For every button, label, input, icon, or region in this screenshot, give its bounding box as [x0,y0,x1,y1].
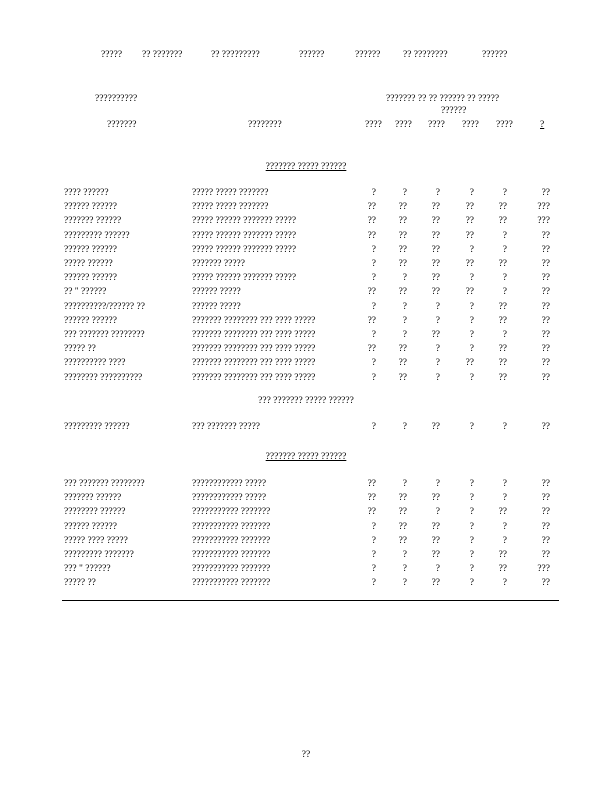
row-value-1: ? [371,358,376,369]
row-name: ????? ?? [64,578,96,589]
row-value-6: ?? [541,344,550,355]
row-name: ?????? ?????? [64,521,117,532]
table-row [0,358,612,370]
row-name: ??? ??????? ???????? [64,479,145,489]
row-value-6: ?? [541,244,550,255]
row-name: ???? ?????? [64,188,109,198]
row-description: ??? ??????? ????? [192,422,260,432]
row-value-4: ? [469,507,474,518]
row-value-4: ?? [465,358,474,369]
row-description: ????? ?????? ??????? ????? [192,216,297,227]
row-value-2: ?? [398,493,407,504]
row-value-3: ?? [431,244,440,255]
row-value-6: ?? [541,493,550,504]
row-value-5: ? [502,273,507,284]
row-value-2: ?? [398,202,407,213]
row-description: ????? ????? ??????? [192,188,269,198]
header-item-5: ?????? [355,50,381,60]
row-value-3: ? [435,315,440,326]
table-row [0,344,612,356]
row-value-4: ? [469,372,474,383]
row-name: ??????????/?????? ?? [64,301,145,312]
page-number: ?? [301,750,311,760]
row-value-5: ? [502,244,507,255]
row-value-4: ?? [465,287,474,298]
row-value-4: ? [469,301,474,312]
row-value-1: ? [371,422,376,432]
row-value-1: ? [371,188,376,198]
row-value-2: ? [402,188,407,198]
row-value-5: ?? [498,202,507,213]
row-name: ???????? ?????????? [64,372,143,383]
row-value-6: ?? [541,550,550,560]
table-row [0,479,612,491]
row-name: ?????????? ???? [64,358,126,369]
row-value-5: ? [502,287,507,298]
row-name: ????? ?????? [64,259,113,269]
row-name: ????????? ?????? [64,230,130,241]
section-title: ??????? ????? ?????? [265,162,347,172]
row-description: ??????????? ??????? [192,564,271,575]
row-name: ??? ??????? ???????? [64,330,145,340]
row-value-1: ? [371,330,376,340]
row-description: ??????????? ??????? [192,507,271,518]
row-value-6: ?? [541,287,550,298]
row-value-5: ?? [498,216,507,227]
row-name: ????????? ??????? [64,550,134,560]
row-value-5: ?? [498,315,507,326]
row-value-2: ? [402,422,407,432]
row-value-6: ?? [541,330,550,340]
row-value-6: ?? [541,535,550,546]
row-value-6: ?? [541,479,550,489]
row-value-5: ?? [498,564,507,575]
row-value-5: ? [502,535,507,546]
row-value-1: ? [371,244,376,255]
row-value-3: ? [435,479,440,489]
row-value-6: ?? [541,372,550,383]
row-value-1: ?? [367,479,376,489]
row-name: ????? ???? ????? [64,535,128,546]
row-value-5: ? [502,493,507,504]
table-row [0,273,612,285]
col-header-c3: ???? [428,120,445,130]
row-value-3: ? [435,564,440,575]
row-value-3: ?? [431,259,440,269]
row-value-2: ?? [398,244,407,255]
table-row [0,536,612,548]
row-value-4: ? [469,578,474,589]
table-row [0,422,612,434]
col-header-c6: ? [540,120,545,130]
row-value-3: ?? [431,287,440,298]
row-value-1: ?? [367,287,376,298]
row-value-6: ?? [541,507,550,518]
row-value-3: ?? [431,273,440,284]
row-value-2: ?? [398,521,407,532]
row-value-5: ?? [498,550,507,560]
row-value-3: ?? [431,521,440,532]
row-value-5: ?? [498,259,507,269]
row-value-2: ? [402,301,407,312]
row-value-4: ? [469,273,474,284]
row-value-1: ? [371,259,376,269]
row-value-3: ? [435,372,440,383]
row-name: ?????? ?????? [64,273,117,284]
row-value-2: ? [402,479,407,489]
row-value-5: ?? [498,372,507,383]
row-description: ????? ????? ??????? [192,202,269,213]
row-value-2: ? [402,273,407,284]
row-value-4: ? [469,315,474,326]
row-value-6: ?? [541,422,550,432]
table-row [0,188,612,200]
row-value-6: ?? [541,578,550,589]
row-description: ??????? ???????? ??? ???? ????? [192,358,316,369]
table-row [0,550,612,562]
row-name: ??????? ?????? [64,493,122,504]
row-value-2: ? [402,330,407,340]
row-value-4: ? [469,422,474,432]
table-row [0,522,612,534]
row-value-1: ?? [367,315,376,326]
row-description: ??????? ???????? ??? ???? ????? [192,330,316,340]
row-value-1: ?? [367,507,376,518]
row-description: ??????? ???????? ??? ???? ????? [192,372,316,383]
row-description: ???????????? ????? [192,493,267,504]
row-value-3: ?? [431,202,440,213]
row-value-4: ?? [465,230,474,241]
col-header-name: ??????? [107,120,137,130]
row-value-1: ?? [367,202,376,213]
table-row [0,245,612,257]
row-value-5: ? [502,230,507,241]
row-value-3: ? [435,358,440,369]
row-value-5: ? [502,578,507,589]
row-value-6: ?? [541,230,550,241]
row-value-3: ?? [431,493,440,504]
row-value-1: ?? [367,216,376,227]
row-value-4: ? [469,244,474,255]
row-value-3: ?? [431,578,440,589]
table-row [0,259,612,271]
row-name: ?? " ?????? [64,287,107,298]
row-value-4: ?? [465,216,474,227]
table-row [0,373,612,385]
row-value-2: ?? [398,507,407,518]
row-value-2: ?? [398,358,407,369]
row-name: ?????? ?????? [64,202,117,213]
row-value-4: ? [469,535,474,546]
table-row [0,564,612,576]
col-header-desc: ???????? [248,120,282,130]
right-group-label-line1: ??????? ?? ?? ?????? ?? ????? [386,94,500,104]
row-value-4: ? [469,479,474,489]
section-title: ??????? ????? ?????? [265,452,347,462]
row-value-4: ? [469,550,474,560]
row-name: ?????? ?????? [64,315,117,326]
row-value-5: ?? [498,344,507,355]
row-value-2: ?? [398,230,407,241]
row-value-5: ?? [498,507,507,518]
row-value-2: ?? [398,535,407,546]
col-header-c2: ???? [395,120,412,130]
row-value-3: ?? [431,422,440,432]
row-value-4: ? [469,564,474,575]
footer-rule [62,600,559,601]
row-name: ?????? ?????? [64,244,117,255]
row-value-4: ? [469,188,474,198]
row-description: ??????? ???????? ??? ???? ????? [192,344,316,355]
row-value-3: ? [435,301,440,312]
row-value-4: ?? [465,259,474,269]
col-header-c4: ???? [462,120,479,130]
section-title: ??? ??????? ????? ?????? [258,396,354,406]
row-value-3: ?? [431,330,440,340]
row-description: ?????? ????? [192,301,241,312]
row-value-2: ? [402,564,407,575]
row-value-4: ?? [465,202,474,213]
row-value-1: ? [371,521,376,532]
table-row [0,302,612,314]
row-value-5: ? [502,422,507,432]
row-value-2: ?? [398,259,407,269]
row-value-4: ? [469,330,474,340]
row-value-6: ?? [541,521,550,532]
header-item-6: ?? ???????? [403,50,448,60]
row-value-4: ? [469,344,474,355]
row-value-2: ? [402,550,407,560]
row-value-6: ?? [541,259,550,269]
table-row [0,287,612,299]
row-value-6: ?? [541,315,550,326]
row-value-6: ?? [541,358,550,369]
row-name: ????????? ?????? [64,422,130,432]
row-value-1: ? [371,301,376,312]
header-item-1: ????? [101,50,123,60]
header-item-4: ?????? [299,50,325,60]
row-value-2: ?? [398,287,407,298]
header-item-3: ?? ????????? [211,50,260,60]
row-value-5: ? [502,330,507,340]
row-description: ???????????? ????? [192,479,267,489]
row-value-1: ? [371,535,376,546]
col-header-c5: ???? [496,120,513,130]
row-value-2: ?? [398,344,407,355]
table-row [0,578,612,590]
right-group-label-line2: ?????? [441,106,467,116]
row-name: ??? " ?????? [64,564,111,575]
row-description: ??????????? ??????? [192,535,271,546]
col-header-c1: ???? [365,120,382,130]
row-description: ??????????? ??????? [192,550,271,560]
row-value-5: ?? [498,301,507,312]
table-row [0,507,612,519]
row-value-1: ? [371,564,376,575]
row-description: ??????? ???????? ??? ???? ????? [192,315,316,326]
row-value-5: ? [502,188,507,198]
table-row [0,216,612,228]
table-row [0,330,612,342]
row-value-5: ? [502,479,507,489]
row-value-3: ? [435,344,440,355]
row-value-5: ?? [498,358,507,369]
table-row [0,202,612,214]
row-name: ???????? ?????? [64,507,126,518]
row-value-3: ? [435,188,440,198]
row-value-4: ? [469,493,474,504]
left-group-label: ?????????? [95,94,138,104]
row-value-3: ?? [431,550,440,560]
row-value-3: ?? [431,230,440,241]
row-value-2: ?? [398,216,407,227]
row-value-6: ?? [541,273,550,284]
row-value-1: ?? [367,344,376,355]
table-row [0,231,612,243]
row-description: ????? ?????? ??????? ????? [192,244,297,255]
table-row [0,316,612,328]
row-value-3: ?? [431,216,440,227]
column-header-row [0,120,612,132]
row-value-6: ?? [541,188,550,198]
row-description: ????? ?????? ??????? ????? [192,273,297,284]
row-value-1: ? [371,372,376,383]
row-value-5: ? [502,521,507,532]
row-value-3: ?? [431,535,440,546]
row-value-6: ??? [537,202,550,213]
row-value-1: ? [371,578,376,589]
row-description: ??????????? ??????? [192,578,271,589]
row-description: ?????? ????? [192,287,241,298]
row-value-2: ? [402,578,407,589]
row-name: ????? ?? [64,344,96,355]
row-value-1: ? [371,550,376,560]
row-value-1: ?? [367,493,376,504]
row-description: ??????????? ??????? [192,521,271,532]
row-value-6: ??? [537,216,550,227]
row-value-1: ?? [367,230,376,241]
row-value-3: ? [435,507,440,518]
row-description: ??????? ????? [192,259,245,269]
row-description: ????? ?????? ??????? ????? [192,230,297,241]
row-value-6: ??? [537,564,550,575]
row-value-6: ?? [541,301,550,312]
header-item-7: ?????? [482,50,508,60]
row-value-2: ? [402,315,407,326]
row-value-4: ? [469,521,474,532]
row-name: ??????? ?????? [64,216,122,227]
row-value-2: ?? [398,372,407,383]
row-value-1: ? [371,273,376,284]
table-row [0,493,612,505]
header-item-2: ?? ??????? [142,50,183,60]
